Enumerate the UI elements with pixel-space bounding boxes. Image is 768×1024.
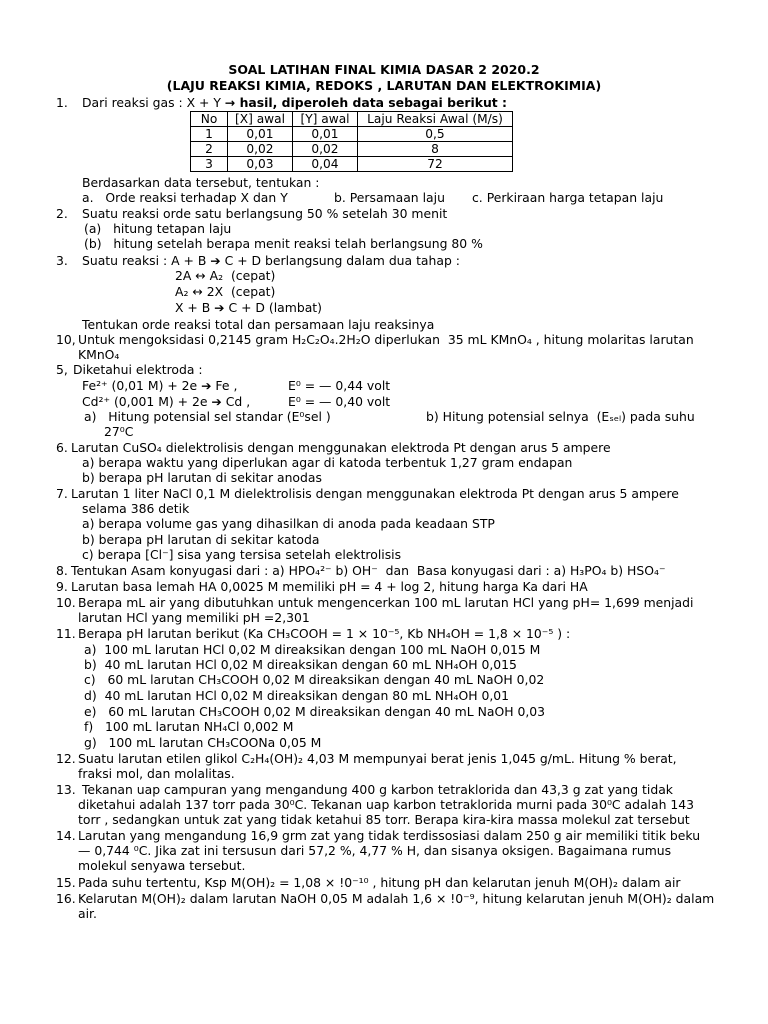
list-item: b) 40 mL larutan HCl 0,02 M direaksikan dengan 60 mL NH₄OH 0,015: [84, 657, 517, 672]
table-cell: 0,01: [293, 127, 358, 142]
question-9-text: Larutan basa lemah HA 0,0025 M memiliki pH = 4 + log 2, hitung harga Ka dari HA: [71, 579, 588, 594]
question-16-text: Kelarutan M(OH)₂ dalam larutan NaOH 0,05 M adalah 1,6 × !0⁻⁹, hitung kelarutan jenuh M(OH)₂ dalam: [78, 891, 715, 906]
question-3-text: Suatu reaksi : A + B ➔ C + D berlangsung dalam dua tahap :: [82, 253, 460, 268]
table-cell: 0,5: [358, 127, 513, 142]
question-7-part-a: a) berapa volume gas yang dihasilkan di anoda pada keadaan STP: [82, 516, 495, 531]
list-item: c) 60 mL larutan CH₃COOH 0,02 M direaksikan dengan 40 mL NaOH 0,02: [84, 672, 545, 687]
question-7-text: Larutan 1 liter NaCl 0,1 M dielektrolisis dengan menggunakan elektroda Pt dengan arus 5 ampere: [71, 486, 679, 501]
table-cell: 1: [191, 127, 228, 142]
question-2-part-b: (b) hitung setelah berapa menit reaksi telah berlangsung 80 %: [84, 236, 483, 251]
question-number: 6.: [56, 440, 68, 455]
question-number: 14.: [56, 828, 76, 843]
table-cell: 0,01: [228, 127, 293, 142]
electrode-fe-potential: E⁰ = — 0,44 volt: [288, 378, 391, 393]
table-cell: 8: [358, 142, 513, 157]
rate-data-table: [190, 111, 513, 172]
question-10-text: Berapa mL air yang dibutuhkan untuk mengencerkan 100 mL larutan HCl yang pH= 1,699 menjadi: [78, 595, 694, 610]
table-header-cell: [Y] awal: [293, 112, 358, 127]
question-3-step-1: 2A ↔ A₂ (cepat): [175, 268, 276, 283]
question-15-text: Pada suhu tertentu, Ksp M(OH)₂ = 1,08 × !0⁻¹⁰ , hitung pH dan kelarutan jenuh M(OH)₂ dalam air: [78, 875, 681, 890]
question-1-text-a: Dari reaksi gas : X + Y: [82, 95, 225, 110]
question-2-part-a: (a) hitung tetapan laju: [84, 221, 232, 236]
question-2-text: Suatu reaksi orde satu berlangsung 50 % setelah 30 menit: [82, 206, 448, 221]
question-number: 10,: [56, 332, 76, 347]
document-subtitle: (LAJU REAKSI KIMIA, REDOKS , LARUTAN DAN ELEKTROKIMIA): [166, 78, 602, 93]
question-6-part-b: b) berapa pH larutan di sekitar anodas: [82, 470, 322, 485]
question-number: 10.: [56, 595, 76, 610]
table-header-cell: Laju Reaksi Awal (M/s): [358, 112, 513, 127]
question-7-part-b: b) berapa pH larutan di sekitar katoda: [82, 532, 320, 547]
table-row: [191, 127, 513, 142]
question-5-part-b-2: 27⁰C: [104, 424, 134, 439]
question-12-text: Suatu larutan etilen glikol C₂H₄(OH)₂ 4,03 M mempunyai berat jenis 1,045 g/mL. Hitung % berat,: [78, 751, 677, 766]
question-number: 9.: [56, 579, 68, 594]
question-3-ask: Tentukan orde reaksi total dan persamaan laju reaksinya: [82, 317, 435, 332]
question-7-text-2: selama 386 detik: [82, 501, 190, 516]
question-3-step-3: X + B ➔ C + D (lambat): [175, 300, 322, 315]
question-1-text: [82, 95, 507, 110]
table-cell: 3: [191, 157, 228, 172]
list-item: e) 60 mL larutan CH₃COOH 0,02 M direaksikan dengan 40 mL NaOH 0,03: [84, 704, 546, 719]
question-10a-text-2: KMnO₄: [78, 347, 120, 362]
document-title: SOAL LATIHAN FINAL KIMIA DASAR 2 2020.2: [228, 62, 540, 77]
table-header-cell: No: [191, 112, 228, 127]
table-header-row: [191, 112, 513, 127]
question-7-part-c: c) berapa [Cl⁻] sisa yang tersisa setelah elektrolisis: [82, 547, 402, 562]
electrode-cd: Cd²⁺ (0,001 M) + 2e ➔ Cd ,: [82, 394, 251, 409]
question-1-option-a: a. Orde reaksi terhadap X dan Y: [82, 190, 288, 205]
question-12-text-2: fraksi mol, dan molalitas.: [78, 766, 235, 781]
table-header-cell: [X] awal: [228, 112, 293, 127]
question-3-step-2: A₂ ↔ 2X (cepat): [175, 284, 276, 299]
electrode-cd-potential: E⁰ = — 0,40 volt: [288, 394, 391, 409]
question-number: 15.: [56, 875, 76, 890]
question-number: 11.: [56, 626, 76, 641]
table-cell: 2: [191, 142, 228, 157]
question-5-part-b: b) Hitung potensial selnya (Eₛₑₗ) pada suhu: [426, 409, 695, 424]
question-number: 7.: [56, 486, 68, 501]
question-14-text: Larutan yang mengandung 16,9 grm zat yang tidak terdissosiasi dalam 250 g air memiliki titik beku: [78, 828, 701, 843]
question-number: 2.: [56, 206, 68, 221]
table-cell: 0,04: [293, 157, 358, 172]
question-1-text-b: → hasil, diperoleh data sebagai berikut :: [224, 95, 507, 110]
question-number: 12.: [56, 751, 76, 766]
question-11-text: Berapa pH larutan berikut (Ka CH₃COOH = 1 × 10⁻⁵, Kb NH₄OH = 1,8 × 10⁻⁵ ) :: [78, 626, 571, 641]
question-5-part-a: a) Hitung potensial sel standar (E⁰sel ): [84, 409, 331, 424]
question-number: 1.: [56, 95, 68, 110]
question-10a-text: Untuk mengoksidasi 0,2145 gram H₂C₂O₄.2H₂O diperlukan 35 mL KMnO₄ , hitung molaritas larutan: [78, 332, 694, 347]
question-6-part-a: a) berapa waktu yang diperlukan agar di katoda terbentuk 1,27 gram endapan: [82, 455, 573, 470]
question-1-option-c: c. Perkiraan harga tetapan laju: [472, 190, 664, 205]
question-number: 16.: [56, 891, 76, 906]
question-5-text: Diketahui elektroda :: [73, 362, 203, 377]
list-item: d) 40 mL larutan HCl 0,02 M direaksikan dengan 80 mL NH₄OH 0,01: [84, 688, 510, 703]
table-cell: 0,02: [293, 142, 358, 157]
list-item: f) 100 mL larutan NH₄Cl 0,002 M: [84, 719, 294, 734]
list-item: g) 100 mL larutan CH₃COONa 0,05 M: [84, 735, 322, 750]
question-1-followup: Berdasarkan data tersebut, tentukan :: [82, 175, 320, 190]
question-14-text-2: — 0,744 ⁰C. Jika zat ini tersusun dari 57,2 %, 4,77 % H, dan sisanya oksigen. Bagaimana rumus: [78, 843, 672, 858]
table-row: [191, 157, 513, 172]
question-number: 5,: [56, 362, 68, 377]
question-14-text-3: molekul senyawa tersebut.: [78, 858, 246, 873]
question-number: 8.: [56, 563, 68, 578]
question-6-text: Larutan CuSO₄ dielektrolisis dengan menggunakan elektroda Pt dengan arus 5 ampere: [71, 440, 611, 455]
question-13-text: Tekanan uap campuran yang mengandung 400 g karbon tetraklorida dan 43,3 g zat yang tidak: [78, 782, 673, 797]
table-cell: 72: [358, 157, 513, 172]
question-13-text-3: torr , sedangkan untuk zat yang tidak ketahui 85 torr. Berapa kira-kira massa molekul zat tersebut: [78, 812, 690, 827]
question-16-text-2: air.: [78, 906, 97, 921]
question-1-option-b: b. Persamaan laju: [334, 190, 445, 205]
table-row: [191, 142, 513, 157]
list-item: a) 100 mL larutan HCl 0,02 M direaksikan dengan 100 mL NaOH 0,015 M: [84, 642, 541, 657]
table-cell: 0,03: [228, 157, 293, 172]
question-number: 3.: [56, 253, 68, 268]
question-13-text-2: diketahui adalah 137 torr pada 30⁰C. Tekanan uap karbon tetraklorida murni pada 30⁰C adalah 143: [78, 797, 695, 812]
question-8-text: Tentukan Asam konyugasi dari : a) HPO₄²⁻ b) OH⁻ dan Basa konyugasi dari : a) H₃PO₄ b) HSO₄⁻: [71, 563, 666, 578]
table-cell: 0,02: [228, 142, 293, 157]
question-number: 13.: [56, 782, 76, 797]
electrode-fe: Fe²⁺ (0,01 M) + 2e ➔ Fe ,: [82, 378, 238, 393]
question-10-text-2: larutan HCl yang memiliki pH =2,301: [78, 610, 310, 625]
